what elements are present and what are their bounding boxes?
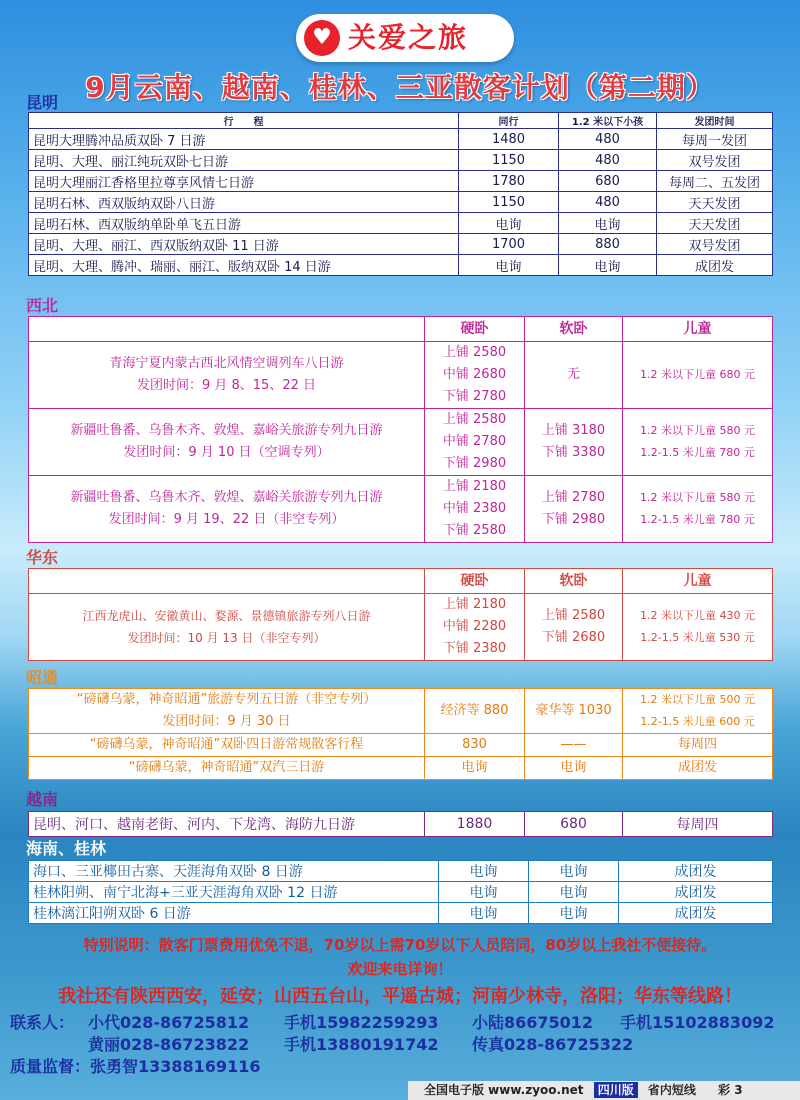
price-cell: 1480 xyxy=(459,129,559,150)
price-cell: 1150 xyxy=(459,192,559,213)
schedule-cell: 成团发 xyxy=(657,255,773,276)
table-row xyxy=(29,213,773,234)
table-row xyxy=(29,234,773,255)
child-price-cell: 680 xyxy=(559,171,657,192)
table-row xyxy=(29,409,773,476)
child-price-cell: 680 xyxy=(525,812,623,837)
route-cell: 桂林阳朔、南宁北海+三亚天涯海角双卧 12 日游 xyxy=(29,882,439,903)
footer-section: 省内短线 xyxy=(647,1083,696,1097)
price-line: 下铺 3380 xyxy=(541,445,606,460)
price-line: 上铺 2180 xyxy=(442,479,507,494)
schedule-cell: 成团发 xyxy=(619,882,773,903)
schedule-cell: 天天发团 xyxy=(657,192,773,213)
table-header xyxy=(29,317,773,342)
route-cell: “磅礴乌蒙，神奇昭通”双汽三日游 xyxy=(29,757,425,780)
table-row xyxy=(29,734,773,757)
child-cell xyxy=(623,342,773,409)
more-routes-note: 我社还有陕西西安，延安；山西五台山，平遥古城；河南少林寺，洛阳；华东等线路！ xyxy=(58,986,742,1007)
price-cell: 1780 xyxy=(459,171,559,192)
price-line: 1.2-1.5 米儿童 780 元 xyxy=(640,446,755,459)
price-line: 上铺 2580 xyxy=(442,412,507,427)
table-row xyxy=(29,171,773,192)
kunming-table xyxy=(28,112,773,276)
table-row xyxy=(29,861,773,882)
table-row xyxy=(29,757,773,780)
table-row xyxy=(29,882,773,903)
table-row xyxy=(29,812,773,837)
soft-sleeper-cell xyxy=(525,342,623,409)
route-name: 新疆吐鲁番、乌鲁木齐、敦煌、嘉峪关旅游专列九日游 xyxy=(70,423,383,438)
route-cell: “磅礴乌蒙，神奇昭通”双卧四日游常规散客行程 xyxy=(29,734,425,757)
header-cell xyxy=(29,569,425,594)
price-line: 下铺 2580 xyxy=(442,523,507,538)
contact-phone: 黄丽028-86723822 xyxy=(88,1035,250,1054)
price-cell: 830 xyxy=(425,734,525,757)
child-price-cell: 电询 xyxy=(529,882,619,903)
schedule-cell: 成团发 xyxy=(619,903,773,924)
schedule-cell: 成团发 xyxy=(619,861,773,882)
soft-sleeper-cell xyxy=(525,409,623,476)
price-line: 上铺 2580 xyxy=(541,608,606,623)
header-cell: 硬卧 xyxy=(425,317,525,342)
section-label-zhaotong: 昭通 xyxy=(26,668,59,687)
route-name: 青海宁夏内蒙古西北风情空调列车八日游 xyxy=(109,356,344,371)
route-name: 新疆吐鲁番、乌鲁木齐、敦煌、嘉峪关旅游专列九日游 xyxy=(70,490,383,505)
route-cell xyxy=(29,594,425,661)
price-line: 1.2 米以下儿童 680 元 xyxy=(640,368,755,381)
departure-date: 发团时间：9 月 19、22 日（非空专列） xyxy=(108,512,345,527)
footer-edition-tag: 四川版 xyxy=(594,1082,638,1098)
price-line: 中铺 2280 xyxy=(442,619,507,634)
schedule-cell: 每周四 xyxy=(623,812,773,837)
header-cell: 发团时间 xyxy=(657,113,773,129)
contact-mobile: 手机15102883092 xyxy=(620,1013,775,1032)
header-cell: 软卧 xyxy=(525,569,623,594)
route-cell: 昆明石林、西双版纳双卧八日游 xyxy=(29,192,459,213)
child-price-cell: 480 xyxy=(559,150,657,171)
heart-logo-icon: ♥ xyxy=(304,20,340,56)
price-cell: 电询 xyxy=(439,861,529,882)
price-line: 中铺 2780 xyxy=(442,434,507,449)
hard-sleeper-cell xyxy=(425,342,525,409)
child-price-cell: 480 xyxy=(559,192,657,213)
welcome-note: 欢迎来电详询！ xyxy=(347,960,453,978)
footer-bar xyxy=(408,1081,800,1100)
route-cell: 昆明、大理、腾冲、瑞丽、丽江、版纳双卧 14 日游 xyxy=(29,255,459,276)
price-cell: 1700 xyxy=(459,234,559,255)
header-cell: 同行 xyxy=(459,113,559,129)
price-line: 下铺 2680 xyxy=(541,630,606,645)
page-title: 9月云南、越南、桂林、三亚散客计划（第二期） xyxy=(85,71,715,104)
price-line: 上铺 2180 xyxy=(442,597,507,612)
contact-fax: 传真028-86725322 xyxy=(472,1035,634,1054)
price-line: 1.2-1.5 米儿童 780 元 xyxy=(640,513,755,526)
route-name: 江西龙虎山、安徽黄山、婺源、景德镇旅游专列八日游 xyxy=(82,609,371,623)
header-cell: 儿童 xyxy=(623,317,773,342)
contact-phone: 小陆86675012 xyxy=(472,1013,594,1032)
table-row xyxy=(29,255,773,276)
price-cell: 电询 xyxy=(459,255,559,276)
route-cell: 桂林漓江阳朔双卧 6 日游 xyxy=(29,903,439,924)
child-price-cell: 电询 xyxy=(529,861,619,882)
table-row xyxy=(29,129,773,150)
child-price-cell: 电询 xyxy=(529,903,619,924)
price-line: 下铺 2980 xyxy=(442,456,507,471)
section-label-huadong: 华东 xyxy=(26,548,59,567)
quality-supervisor: 质量监督：张勇智13388169116 xyxy=(10,1057,261,1076)
hainan-guilin-table xyxy=(28,860,773,924)
route-cell xyxy=(29,409,425,476)
contact-mobile: 手机15982259293 xyxy=(284,1013,439,1032)
price-cell: 电询 xyxy=(439,882,529,903)
price-cell: 豪华等 1030 xyxy=(525,689,623,734)
route-cell: 昆明、河口、越南老街、河内、下龙湾、海防九日游 xyxy=(29,812,425,837)
section-label-kunming: 昆明 xyxy=(26,93,59,112)
brand-logo xyxy=(296,14,514,62)
route-name: “磅礴乌蒙，神奇昭通”旅游专列五日游（非空专列） xyxy=(76,692,377,707)
soft-sleeper-cell xyxy=(525,594,623,661)
schedule-cell: 双号发团 xyxy=(657,234,773,255)
xibei-table xyxy=(28,316,773,543)
price-cell: 1150 xyxy=(459,150,559,171)
price-line: 下铺 2980 xyxy=(541,512,606,527)
child-price-cell: 480 xyxy=(559,129,657,150)
header-cell: 硬卧 xyxy=(425,569,525,594)
child-cell xyxy=(623,476,773,543)
route-cell xyxy=(29,689,425,734)
zhaotong-table xyxy=(28,688,773,780)
child-cell xyxy=(623,594,773,661)
header-cell: 行 程 xyxy=(29,113,459,129)
child-price-cell: 电询 xyxy=(559,213,657,234)
route-cell xyxy=(29,342,425,409)
schedule-cell: 双号发团 xyxy=(657,150,773,171)
footer-site: 全国电子版 www.zyoo.net xyxy=(424,1083,584,1097)
departure-date: 发团时间：9 月 10 日（空调专列） xyxy=(123,445,330,460)
section-label-xibei: 西北 xyxy=(26,296,59,315)
price-cell: 电询 xyxy=(525,757,623,780)
table-row xyxy=(29,342,773,409)
price-line: 1.2 米以下儿童 500 元 xyxy=(640,693,755,706)
route-cell: 昆明、大理、丽江、西双版纳双卧 11 日游 xyxy=(29,234,459,255)
hard-sleeper-cell xyxy=(425,476,525,543)
price-line: 1.2 米以下儿童 580 元 xyxy=(640,424,755,437)
price-line: 中铺 2680 xyxy=(442,367,507,382)
price-cell: —— xyxy=(525,734,623,757)
schedule-cell: 成团发 xyxy=(623,757,773,780)
huadong-table xyxy=(28,568,773,661)
price-cell: 经济等 880 xyxy=(425,689,525,734)
header-cell: 儿童 xyxy=(623,569,773,594)
price-cell: 1880 xyxy=(425,812,525,837)
price-line: 上铺 2780 xyxy=(541,490,606,505)
header-cell xyxy=(29,317,425,342)
route-cell: 海口、三亚椰田古寨、天涯海角双卧 8 日游 xyxy=(29,861,439,882)
schedule-cell: 每周二、五发团 xyxy=(657,171,773,192)
table-row xyxy=(29,594,773,661)
child-cell xyxy=(623,689,773,734)
table-row xyxy=(29,476,773,543)
departure-date: 发团时间：9 月 8、15、22 日 xyxy=(136,378,317,393)
footer-page: 彩 3 xyxy=(718,1083,743,1097)
price-line: 1.2 米以下儿童 580 元 xyxy=(640,491,755,504)
table-row xyxy=(29,150,773,171)
price-line: 1.2-1.5 米儿童 530 元 xyxy=(640,631,755,644)
hard-sleeper-cell xyxy=(425,594,525,661)
departure-date: 发团时间：9 月 30 日 xyxy=(162,714,291,729)
price-line: 下铺 2780 xyxy=(442,389,507,404)
price-line: 中铺 2380 xyxy=(442,501,507,516)
price-line: 上铺 2580 xyxy=(442,345,507,360)
table-header xyxy=(29,569,773,594)
price-line: 下铺 2380 xyxy=(442,641,507,656)
header-cell: 1.2 米以下小孩 xyxy=(559,113,657,129)
schedule-cell: 天天发团 xyxy=(657,213,773,234)
route-cell xyxy=(29,476,425,543)
header-cell: 软卧 xyxy=(525,317,623,342)
contact-phone: 小代028-86725812 xyxy=(88,1013,250,1032)
contact-mobile: 手机13880191742 xyxy=(284,1035,439,1054)
table-header xyxy=(29,113,773,129)
route-cell: 昆明、大理、丽江纯玩双卧七日游 xyxy=(29,150,459,171)
section-label-hainan-guilin: 海南、桂林 xyxy=(26,839,107,858)
table-row xyxy=(29,689,773,734)
price-line: 1.2 米以下儿童 430 元 xyxy=(640,609,755,622)
route-cell: 昆明大理腾冲品质双卧 7 日游 xyxy=(29,129,459,150)
schedule-cell: 每周一发团 xyxy=(657,129,773,150)
logo-text: 关爱之旅 xyxy=(348,21,469,54)
price-line: 1.2-1.5 米儿童 600 元 xyxy=(640,715,755,728)
contact-label: 联系人： xyxy=(10,1013,75,1032)
child-cell xyxy=(623,409,773,476)
table-row xyxy=(29,192,773,213)
hard-sleeper-cell xyxy=(425,409,525,476)
table-row xyxy=(29,903,773,924)
route-cell: 昆明大理丽江香格里拉尊享风情七日游 xyxy=(29,171,459,192)
schedule-cell: 每周四 xyxy=(623,734,773,757)
route-cell: 昆明石林、西双版纳单卧单飞五日游 xyxy=(29,213,459,234)
child-price-cell: 电询 xyxy=(559,255,657,276)
special-note: 特别说明：散客门票费用优免不退，70岁以上需70岁以下人员陪同，80岁以上我社不便接待。 xyxy=(83,936,717,954)
price-line: 无 xyxy=(566,367,580,382)
yuenan-table xyxy=(28,811,773,837)
price-cell: 电询 xyxy=(425,757,525,780)
soft-sleeper-cell xyxy=(525,476,623,543)
price-cell: 电询 xyxy=(459,213,559,234)
section-label-yuenan: 越南 xyxy=(26,790,59,809)
child-price-cell: 880 xyxy=(559,234,657,255)
price-cell: 电询 xyxy=(439,903,529,924)
price-line: 上铺 3180 xyxy=(541,423,606,438)
departure-date: 发团时间：10 月 13 日（非空专列） xyxy=(127,631,326,645)
